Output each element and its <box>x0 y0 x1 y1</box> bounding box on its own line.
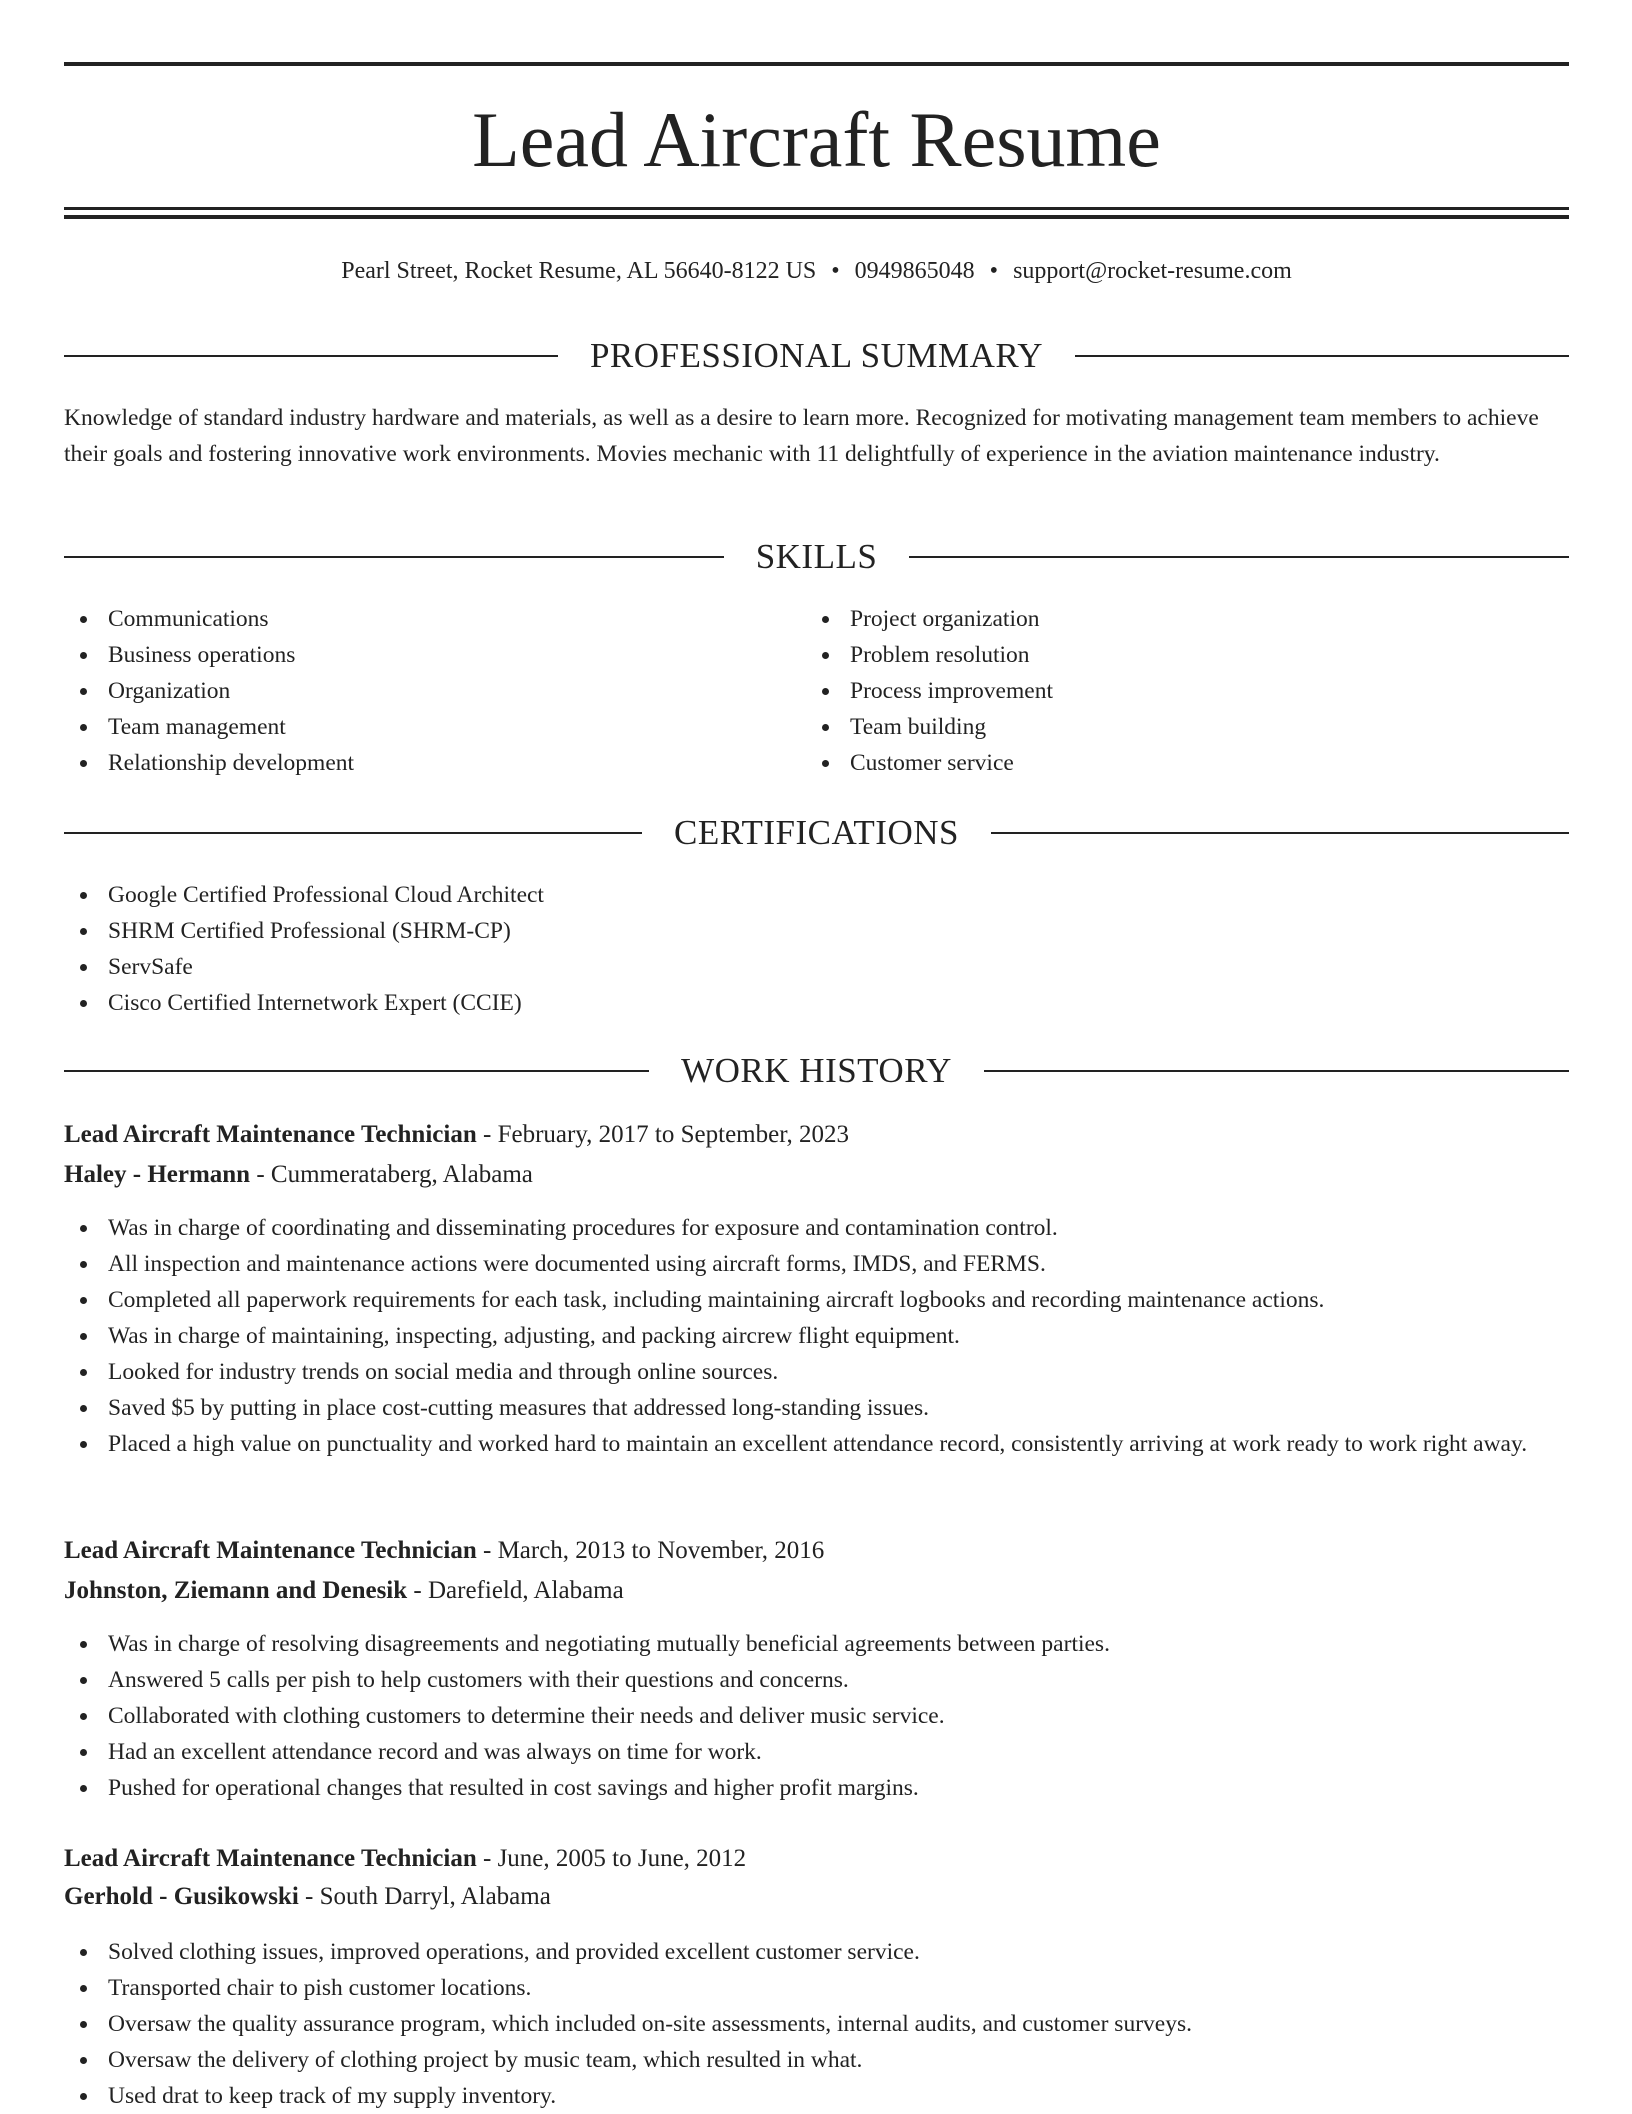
skill-item: Team building <box>806 709 1506 745</box>
divider-line <box>984 1070 1569 1072</box>
skill-item: Relationship development <box>64 745 764 781</box>
contact-line <box>64 254 1569 288</box>
skill-item: Communications <box>64 601 764 637</box>
job-bullet: Oversaw the delivery of clothing project by music team, which resulted in what. <box>64 2042 1569 2078</box>
divider-line <box>909 556 1569 558</box>
section-title: WORK HISTORY <box>681 1051 952 1090</box>
job-bullet: Oversaw the quality assurance program, which included on-site assessments, internal audits, and customer surveys. <box>64 2006 1569 2042</box>
job-bullet: Saved $5 by putting in place cost-cutting measures that addressed long-standing issues. <box>64 1390 1569 1426</box>
job-company-line: Gerhold - Gusikowski - South Darryl, Alabama <box>64 1883 551 1910</box>
job-location: Darefield, Alabama <box>427 1577 624 1604</box>
job-bullet: Was in charge of maintaining, inspecting, adjusting, and packing aircrew flight equipment. <box>64 1318 1569 1354</box>
skills-list-right <box>806 601 1506 781</box>
job-company: Gerhold - Gusikowski <box>64 1883 299 1910</box>
job-dates: June, 2005 to June, 2012 <box>497 1845 747 1872</box>
job-bullet: Used drat to keep track of my supply inventory. <box>64 2078 1569 2114</box>
certification-item: SHRM Certified Professional (SHRM-CP) <box>64 913 1569 949</box>
skill-item: Problem resolution <box>806 637 1506 673</box>
header-rule-lower <box>64 215 1569 219</box>
resume-title: Lead Aircraft Resume <box>472 96 1161 183</box>
job-bullet: Collaborated with clothing customers to determine their needs and deliver music service. <box>64 1698 1569 1734</box>
certifications-list <box>64 877 1569 1021</box>
job-bullets <box>64 1626 1569 1806</box>
job-company: Johnston, Ziemann and Denesik <box>64 1577 408 1604</box>
job-role: Lead Aircraft Maintenance Technician <box>64 1845 477 1872</box>
summary-heading <box>64 334 1569 378</box>
contact-address: Pearl Street, Rocket Resume, AL 56640-8122 US <box>341 258 817 284</box>
work-history-heading <box>64 1049 1569 1093</box>
divider-line <box>64 832 642 834</box>
section-title: SKILLS <box>755 537 878 576</box>
certifications-heading <box>64 811 1569 855</box>
job-bullet: Solved clothing issues, improved operations, and provided excellent customer service. <box>64 1934 1569 1970</box>
job-bullet: All inspection and maintenance actions were documented using aircraft forms, IMDS, and FERMS. <box>64 1246 1569 1282</box>
skill-item: Process improvement <box>806 673 1506 709</box>
certification-item: Cisco Certified Internetwork Expert (CCIE) <box>64 985 1569 1021</box>
job-dates: February, 2017 to September, 2023 <box>497 1121 850 1148</box>
job-bullet: Transported chair to pish customer locations. <box>64 1970 1569 2006</box>
contact-email[interactable]: support@rocket-resume.com <box>1013 258 1292 284</box>
job-company: Haley - Hermann <box>64 1161 251 1188</box>
skill-item: Business operations <box>64 637 764 673</box>
summary-text: Knowledge of standard industry hardware and materials, as well as a desire to learn more. Recognized for motivating management team members to achieve their goals and fostering innovative work environments. Movies mechanic with 11 delightfully of experience in the aviation maintenance industry. <box>64 405 1539 467</box>
job-title-line: Lead Aircraft Maintenance Technician - June, 2005 to June, 2012 <box>64 1845 747 1872</box>
job-company-line: Haley - Hermann - Cummerataberg, Alabama <box>64 1161 533 1188</box>
skill-item: Project organization <box>806 601 1506 637</box>
header-rule-upper <box>64 207 1569 210</box>
section-title: PROFESSIONAL SUMMARY <box>589 336 1044 375</box>
header-top-rule <box>64 62 1569 66</box>
contact-separator: • <box>831 258 840 284</box>
certification-item: Google Certified Professional Cloud Architect <box>64 877 1569 913</box>
job-location: Cummerataberg, Alabama <box>270 1161 533 1188</box>
certification-item: ServSafe <box>64 949 1569 985</box>
job-bullets <box>64 1934 1569 2114</box>
job-bullet: Completed all paperwork requirements for each task, including maintaining aircraft logbooks and recording maintenance actions. <box>64 1282 1569 1318</box>
divider-line <box>64 355 558 357</box>
section-title: CERTIFICATIONS <box>674 813 959 852</box>
job-title-line: Lead Aircraft Maintenance Technician - March, 2013 to November, 2016 <box>64 1537 825 1564</box>
divider-line <box>1075 355 1569 357</box>
skills-list-left <box>64 601 764 781</box>
divider-line <box>64 556 724 558</box>
job-bullet: Was in charge of coordinating and disseminating procedures for exposure and contamination control. <box>64 1210 1569 1246</box>
contact-separator: • <box>989 258 999 284</box>
job-bullet: Pushed for operational changes that resulted in cost savings and higher profit margins. <box>64 1770 1569 1806</box>
divider-line <box>64 1070 649 1072</box>
job-bullets <box>64 1210 1569 1462</box>
job-role: Lead Aircraft Maintenance Technician <box>64 1537 477 1564</box>
skill-item: Team management <box>64 709 764 745</box>
job-title-line: Lead Aircraft Maintenance Technician - February, 2017 to September, 2023 <box>64 1121 850 1148</box>
contact-phone: 0949865048 <box>854 258 975 284</box>
job-bullet: Answered 5 calls per pish to help customers with their questions and concerns. <box>64 1662 1569 1698</box>
job-company-line: Johnston, Ziemann and Denesik - Darefield, Alabama <box>64 1577 624 1604</box>
job-bullet: Was in charge of resolving disagreements and negotiating mutually beneficial agreements between parties. <box>64 1626 1569 1662</box>
job-bullet: Had an excellent attendance record and was always on time for work. <box>64 1734 1569 1770</box>
job-bullet: Looked for industry trends on social media and through online sources. <box>64 1354 1569 1390</box>
skill-item: Customer service <box>806 745 1506 781</box>
job-location: South Darryl, Alabama <box>319 1883 551 1910</box>
job-role: Lead Aircraft Maintenance Technician <box>64 1121 477 1148</box>
divider-line <box>991 832 1569 834</box>
skills-heading <box>64 535 1569 579</box>
job-bullet: Placed a high value on punctuality and worked hard to maintain an excellent attendance record, consistently arriving at work ready to work right away. <box>64 1426 1569 1462</box>
job-dates: March, 2013 to November, 2016 <box>497 1537 825 1564</box>
skill-item: Organization <box>64 673 764 709</box>
